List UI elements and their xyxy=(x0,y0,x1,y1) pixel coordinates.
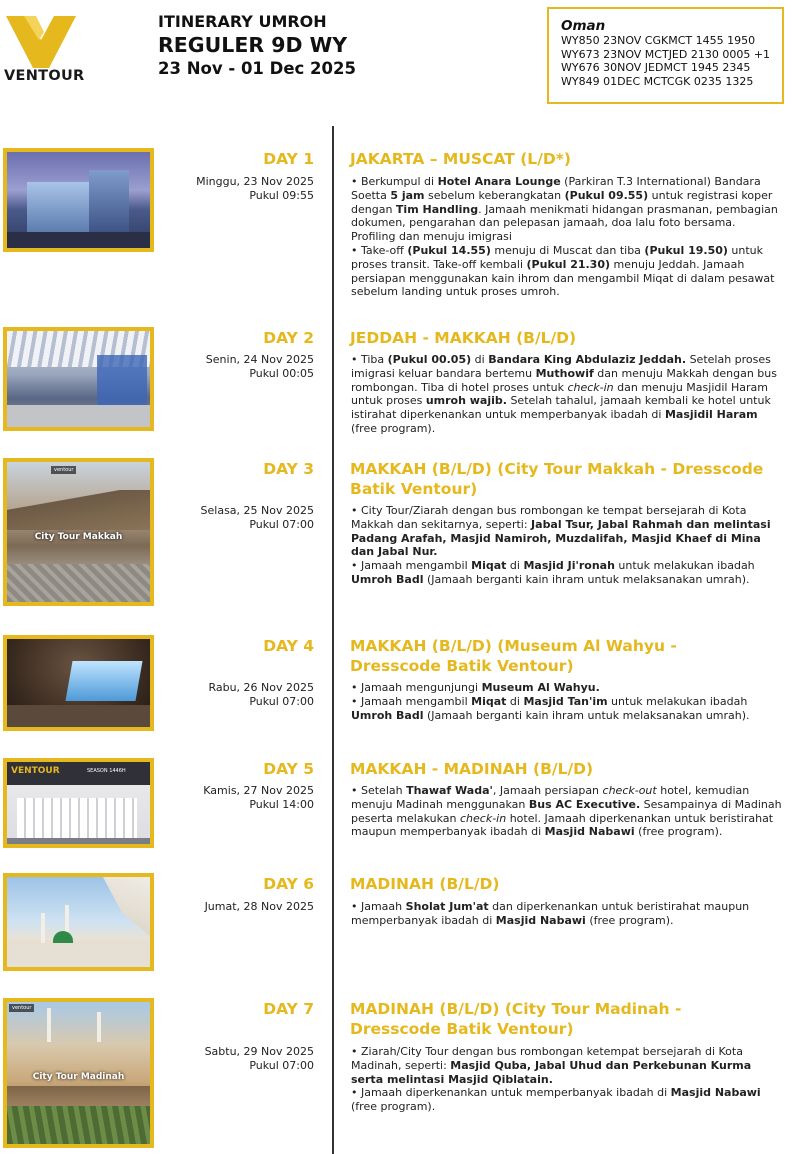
description-paragraph: • Jamaah Sholat Jum'at dan diperkenankan untuk beristirahat maupun memperbanyak ibadah di Masjid Nabawi (free program). xyxy=(351,900,750,927)
description-paragraph: • Jamaah mengambil Miqat di Masjid Ji'ronah untuk melakukan ibadah Umroh Badl (Jamaah berganti kain ihram untuk melaksanakan umrah). xyxy=(351,559,755,586)
itinerary-title-block xyxy=(158,12,398,80)
day-description xyxy=(351,900,783,928)
day-title: MADINAH (B/L/D) (City Tour Madinah - Dresscode Batik Ventour) xyxy=(350,1000,682,1038)
day-date xyxy=(164,784,314,812)
description-paragraph: • Ziarah/City Tour dengan bus rombongan ketempat bersejarah di Kota Madinah, seperti: Masjid Quba, Jabal Uhud dan Perkebunan Kurma serta melintasi Masjid Qiblatain. xyxy=(351,1045,752,1086)
day-description xyxy=(351,175,783,299)
flight-line: WY850 23NOV CGKMCT 1455 1950 xyxy=(561,34,756,47)
day-date-text: Senin, 24 Nov 2025 xyxy=(205,353,314,366)
day-title: MADINAH (B/L/D) xyxy=(350,875,500,893)
day-date xyxy=(164,1045,314,1073)
day-time-text: Pukul 00:05 xyxy=(249,366,314,380)
flight-line: WY849 01DEC MCTCGK 0235 1325 xyxy=(561,74,754,88)
day-time-text: Pukul 09:55 xyxy=(249,188,314,202)
ventour-v-icon xyxy=(6,16,76,68)
description-paragraph: • Jamaah diperkenankan untuk memperbanyak ibadah di Masjid Nabawi (free program). xyxy=(351,1086,761,1114)
day-1-photo xyxy=(3,148,154,252)
day-date xyxy=(164,681,314,709)
travel-dates: 23 Nov - 01 Dec 2025 xyxy=(158,59,356,78)
day-3-photo xyxy=(3,458,154,606)
day-2-photo xyxy=(3,327,154,431)
day-label: DAY 6 xyxy=(263,875,314,893)
day-time-text: Pukul 07:00 xyxy=(249,517,314,531)
airline-name: Oman xyxy=(561,18,606,34)
description-paragraph: • City Tour/Ziarah dengan bus rombongan ke tempat bersejarah di Kota Makkah dan sekitarnya, seperti: Jabal Tsur, Jabal Rahmah dan melintasi Padang Arafah, Masjid Namiroh, Muzdalifah, Masjid Khaef di Mina dan Jabal Nur. xyxy=(351,504,771,559)
day-7-photo xyxy=(3,998,154,1148)
day-date xyxy=(164,504,314,532)
flight-line: WY676 30NOV JEDMCT 1945 2345 xyxy=(561,61,751,75)
package-name: REGULER 9D WY xyxy=(158,33,348,57)
day-time-text: Pukul 07:00 xyxy=(249,1058,314,1072)
day-time-text: Pukul 14:00 xyxy=(249,797,314,811)
day-6-photo xyxy=(3,873,154,971)
day-date-text: Rabu, 26 Nov 2025 xyxy=(208,681,314,694)
bus-banner-text: VENTOUR xyxy=(11,766,60,776)
itinerary-heading: ITINERARY UMROH xyxy=(158,12,327,31)
day-date-text: Jumat, 28 Nov 2025 xyxy=(204,900,314,913)
day-title: MAKKAH (B/L/D) (City Tour Makkah - Dresscode Batik Ventour) xyxy=(350,460,764,498)
day-title: MAKKAH - MADINAH (B/L/D) xyxy=(350,760,594,778)
day-title: MAKKAH (B/L/D) (Museum Al Wahyu - Dresscode Batik Ventour) xyxy=(350,637,677,675)
description-paragraph: • Setelah Thawaf Wada', Jamaah persiapan check-out hotel, kemudian menuju Madinah menggunakan Bus AC Executive. Sesampainya di Madinah peserta melakukan check-in hotel. Jamaah diperkenankan untuk beristirahat maupun memperbanyak ibadah di Masjid Nabawi (free program). xyxy=(351,784,782,839)
day-title: JAKARTA – MUSCAT (L/D*) xyxy=(350,150,571,168)
description-paragraph: • Jamaah mengunjungi Museum Al Wahyu. xyxy=(351,681,600,694)
photo-tag: ventour xyxy=(51,466,76,474)
description-paragraph: • Tiba (Pukul 00.05) di Bandara King Abdulaziz Jeddah. Setelah proses imigrasi keluar bandara bertemu Muthowif dan menuju Makkah dengan bus rombongan. Tiba di hotel proses untuk check-in dan menuju Masjidil Haram untuk proses umroh wajib. Setelah tahalul, jamaah kembali ke hotel untuk istirahat diperkenankan untuk memperbanyak ibadah di Masjidil Haram (free program). xyxy=(351,353,777,435)
description-paragraph: • Berkumpul di Hotel Anara Lounge (Parkiran T.3 International) Bandara Soetta 5 jam sebelum keberangkatan (Pukul 09.55) untuk registrasi koper dengan Tim Handling. Jamaah menikmati hidangan prasmanan, pembagian dokumen, pengarahan dan pelepasan jamaah, doa lalu foto bersama. Profiling dan menuju imigrasi xyxy=(351,175,778,244)
ventour-logo xyxy=(4,16,85,86)
day-date xyxy=(164,175,314,203)
day-label: DAY 1 xyxy=(263,150,314,168)
day-date-text: Minggu, 23 Nov 2025 xyxy=(196,175,314,188)
flight-schedule-box xyxy=(547,7,784,104)
day-label: DAY 4 xyxy=(263,637,314,655)
bus-banner-season: SEASON 1446H xyxy=(87,768,126,774)
day-date xyxy=(164,900,314,914)
day-label: DAY 3 xyxy=(263,460,314,478)
photo-tag: ventour xyxy=(9,1004,34,1012)
description-paragraph: • Jamaah mengambil Miqat di Masjid Tan'im untuk melakukan ibadah Umroh Badl (Jamaah berganti kain ihram untuk melaksanakan umrah). xyxy=(351,694,750,722)
day-label: DAY 7 xyxy=(263,1000,314,1018)
day-description xyxy=(351,504,783,587)
day-label: DAY 2 xyxy=(263,329,314,347)
day-date-text: Kamis, 27 Nov 2025 xyxy=(203,784,314,797)
day-description xyxy=(351,1045,783,1114)
description-paragraph: • Take-off (Pukul 14.55) menuju di Muscat dan tiba (Pukul 19.50) untuk proses transit. Take-off kembali (Pukul 21.30) menuju Jeddah. Jamaah persiapan menggunakan kain ihrom dan mengambil Miqat di dalam pesawat sebelum landing untuk proses umroh. xyxy=(351,243,775,299)
photo-caption: City Tour Makkah xyxy=(34,532,123,542)
day-date-text: Selasa, 25 Nov 2025 xyxy=(200,504,314,517)
day-5-photo xyxy=(3,758,154,848)
day-4-photo xyxy=(3,635,154,731)
day-label: DAY 5 xyxy=(263,760,314,778)
day-date-text: Sabtu, 29 Nov 2025 xyxy=(204,1045,314,1058)
day-time-text: Pukul 07:00 xyxy=(249,694,314,708)
day-date xyxy=(164,353,314,381)
brand-name: VENTOUR xyxy=(4,68,85,84)
day-description xyxy=(351,784,783,839)
flight-line: WY673 23NOV MCTJED 2130 0005 +1 xyxy=(561,47,771,61)
day-description xyxy=(351,353,783,436)
day-description xyxy=(351,681,783,722)
day-title: JEDDAH - MAKKAH (B/L/D) xyxy=(350,329,577,347)
timeline-divider xyxy=(332,126,334,1154)
photo-caption: City Tour Madinah xyxy=(32,1072,125,1082)
